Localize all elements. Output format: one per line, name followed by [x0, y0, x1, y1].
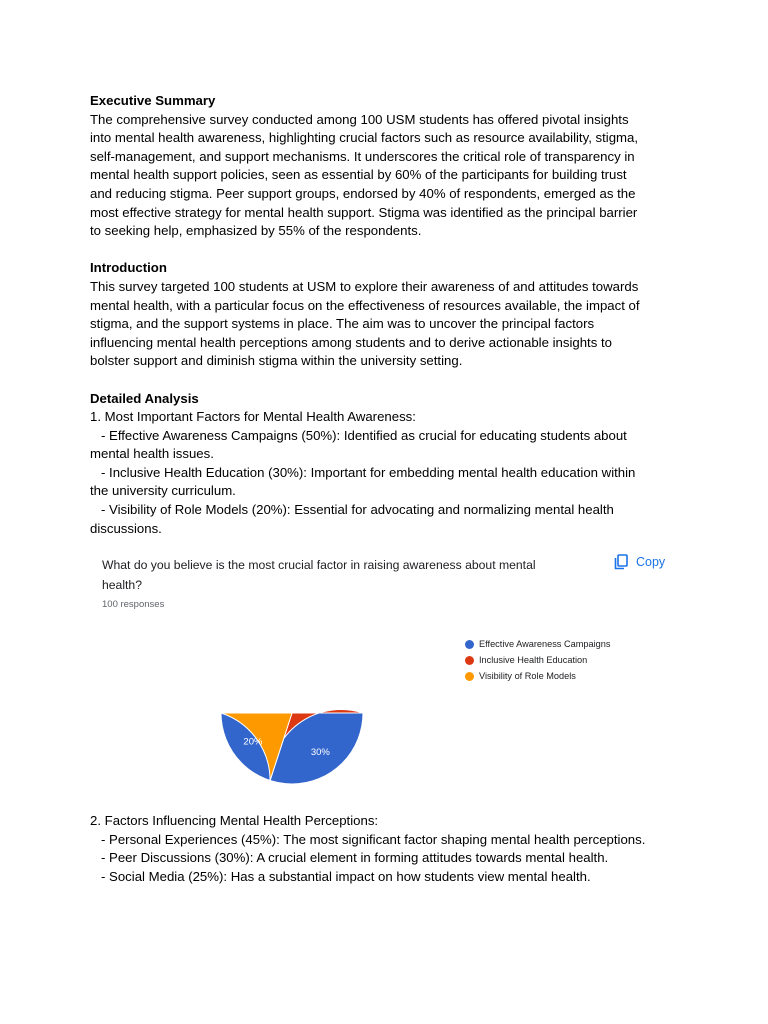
survey-question-line: health?	[102, 578, 142, 592]
section1-line: discussions.	[90, 520, 162, 536]
introduction-heading: Introduction	[90, 260, 167, 276]
section2-line: - Personal Experiences (45%): The most significant factor shaping mental health perceptions.	[90, 831, 646, 847]
section1-line: the university curriculum.	[90, 483, 236, 499]
legend-label: Visibility of Role Models	[479, 671, 576, 681]
exec-summary-line: mental health support policies, seen as essential by 60% of the participants for building trust	[90, 167, 627, 183]
introduction-paragraph	[90, 278, 680, 371]
detailed-analysis-heading: Detailed Analysis	[90, 390, 199, 406]
section2	[90, 812, 690, 886]
introduction-line: This survey targeted 100 students at USM to explore their awareness of and attitudes towards	[90, 278, 639, 294]
legend-item	[465, 636, 610, 652]
exec-summary-line: The comprehensive survey conducted among 100 USM students has offered pivotal insights	[90, 111, 629, 127]
section1-line: mental health issues.	[90, 446, 214, 462]
section1-title: 1. Most Important Factors for Mental Health Awareness:	[90, 409, 416, 425]
section1-line: - Visibility of Role Models (20%): Essential for advocating and normalizing mental health	[90, 502, 614, 518]
introduction-line: influencing mental health perceptions among students and to derive actionable insights to	[90, 334, 612, 350]
legend-label: Inclusive Health Education	[479, 655, 588, 665]
survey-chart-card	[90, 547, 680, 805]
legend-item	[465, 652, 610, 668]
pie-slice-label: 20%	[243, 736, 263, 748]
chart-legend	[465, 636, 610, 684]
legend-item	[465, 668, 610, 684]
introduction-line: stigma, and the support systems in place. The aim was to uncover the principal factors	[90, 316, 595, 332]
exec-summary-paragraph	[90, 111, 680, 241]
section1-list	[90, 427, 680, 539]
introduction-line: mental health, with a particular focus on the effectiveness of resources available, the impact of	[90, 297, 640, 313]
copy-label: Copy	[636, 555, 666, 569]
response-count: 100 responses	[102, 599, 165, 610]
survey-question-line: What do you believe is the most crucial factor in raising awareness about mental	[102, 558, 536, 572]
section2-title: 2. Factors Influencing Mental Health Perceptions:	[90, 813, 379, 828]
section2-line: - Social Media (25%): Has a substantial impact on how students view mental health.	[90, 868, 591, 884]
exec-summary-line: most effective strategy for mental health support. Stigma was identified as the principal barrier	[90, 204, 638, 220]
section1-line: - Inclusive Health Education (30%): Important for embedding mental health education within	[90, 464, 636, 480]
legend-swatch	[465, 656, 474, 665]
legend-label: Effective Awareness Campaigns	[479, 639, 611, 649]
exec-summary-line: into mental health awareness, highlighting crucial factors such as resource availability, stigma,	[90, 130, 639, 146]
pie-slice-label: 30%	[310, 747, 330, 759]
introduction-line: bolster support and diminish stigma within the university setting.	[90, 353, 463, 369]
exec-summary-line: and reducing stigma. Peer support groups, endorsed by 40% of respondents, emerged as the	[90, 185, 636, 201]
legend-swatch	[465, 672, 474, 681]
section1-line: - Effective Awareness Campaigns (50%): Identified as crucial for educating students about	[90, 427, 627, 443]
legend-swatch	[465, 640, 474, 649]
exec-summary-line: to seeking help, emphasized by 55% of the respondents.	[90, 223, 422, 239]
section2-line: - Peer Discussions (30%): A crucial element in forming attitudes towards mental health.	[90, 850, 609, 866]
exec-summary-heading: Executive Summary	[90, 93, 216, 108]
exec-summary-line: self-management, and support mechanisms. It underscores the critical role of transparency in	[90, 148, 635, 164]
document-body	[90, 92, 680, 538]
pie-slice-label: 50%	[282, 659, 302, 671]
